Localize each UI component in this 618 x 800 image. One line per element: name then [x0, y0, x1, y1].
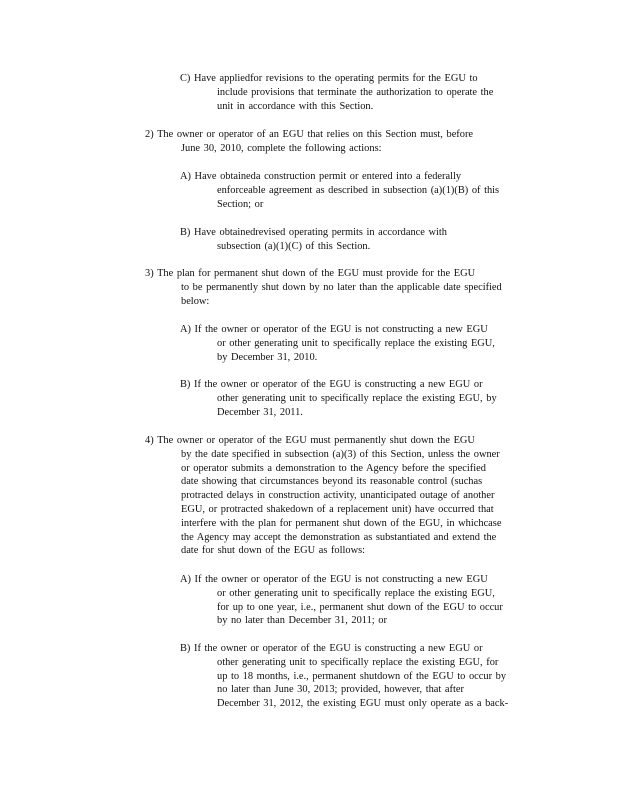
text-line: by no later than December 31, 2011; or [217, 615, 387, 627]
text-line: to be permanently shut down by no later than the applicable date specified [181, 281, 502, 293]
subitem-C-revisions [180, 72, 550, 113]
text-line: the Agency may accept the demonstration as substantiated and extend the [181, 531, 497, 543]
text-line: June 30, 2010, complete the following actions: [181, 142, 382, 154]
text-line: December 31, 2012, the existing EGU must only operate as a back- [217, 698, 509, 710]
text-line: Section; or [217, 198, 264, 210]
text-line: or other generating unit to specifically replace the existing EGU, [217, 587, 495, 599]
item-3-shutdown-plan [145, 267, 545, 308]
text-line: for up to one year, i.e., permanent shut down of the EGU to occur [217, 601, 503, 613]
text-line: interfere with the plan for permanent shut down of the EGU, in whichcase [181, 517, 502, 529]
item-4-extension [145, 434, 545, 558]
text-line: by December 31, 2010. [217, 351, 318, 363]
subitem-3A-not-constructing [180, 323, 550, 364]
text-line: or operator submits a demonstration to the Agency before the specified [181, 462, 486, 474]
subitem-4A-one-year [180, 573, 550, 628]
text-line: protracted delays in construction activity, unanticipated outage of another [181, 490, 495, 502]
text-line: A) Have obtaineda construction permit or entered into a federally [180, 171, 462, 182]
text-line: date for shut down of the EGU as follows: [181, 545, 366, 557]
text-line: 2) The owner or operator of an EGU that relies on this Section must, before [145, 129, 474, 140]
text-line: no later than June 30, 2013; provided, however, that after [217, 684, 464, 696]
text-line: include provisions that terminate the authorization to operate the [217, 86, 494, 98]
text-line: December 31, 2011. [217, 406, 303, 418]
text-line: A) If the owner or operator of the EGU is not constructing a new EGU [180, 574, 488, 585]
text-line: B) Have obtainedrevised operating permits in accordance with [180, 227, 447, 238]
text-line: other generating unit to specifically replace the existing EGU, for [217, 656, 499, 668]
text-line: 3) The plan for permanent shut down of the EGU must provide for the EGU [145, 268, 476, 279]
text-line: unit in accordance with this Section. [217, 100, 374, 112]
text-line: EGU, or protracted shakedown of a replacement unit) have occurred that [181, 503, 494, 515]
text-line: A) If the owner or operator of the EGU is not constructing a new EGU [180, 324, 488, 335]
item-2-actions [145, 128, 545, 156]
text-line: or other generating unit to specifically replace the existing EGU, [217, 337, 495, 349]
text-line: up to 18 months, i.e., permanent shutdown of the EGU to occur by [217, 670, 507, 682]
subitem-2B-revised-permits [180, 226, 550, 254]
text-line: 4) The owner or operator of the EGU must permanently shut down the EGU [145, 435, 475, 446]
subitem-2A-construction-permit [180, 170, 550, 211]
text-line: C) Have appliedfor revisions to the operating permits for the EGU to [180, 73, 478, 84]
text-line: enforceable agreement as described in subsection (a)(1)(B) of this [217, 184, 500, 196]
text-line: by the date specified in subsection (a)(3) of this Section, unless the owner [181, 448, 500, 460]
text-line: subsection (a)(1)(C) of this Section. [217, 240, 371, 252]
subitem-4B-eighteen-months [180, 642, 550, 711]
text-line: date showing that circumstances beyond its reasonable control (suchas [181, 476, 483, 488]
text-line: B) If the owner or operator of the EGU is constructing a new EGU or [180, 379, 483, 390]
text-line: B) If the owner or operator of the EGU is constructing a new EGU or [180, 643, 483, 654]
text-line: other generating unit to specifically replace the existing EGU, by [217, 392, 497, 404]
text-line: below: [181, 295, 210, 307]
subitem-3B-constructing [180, 378, 550, 419]
